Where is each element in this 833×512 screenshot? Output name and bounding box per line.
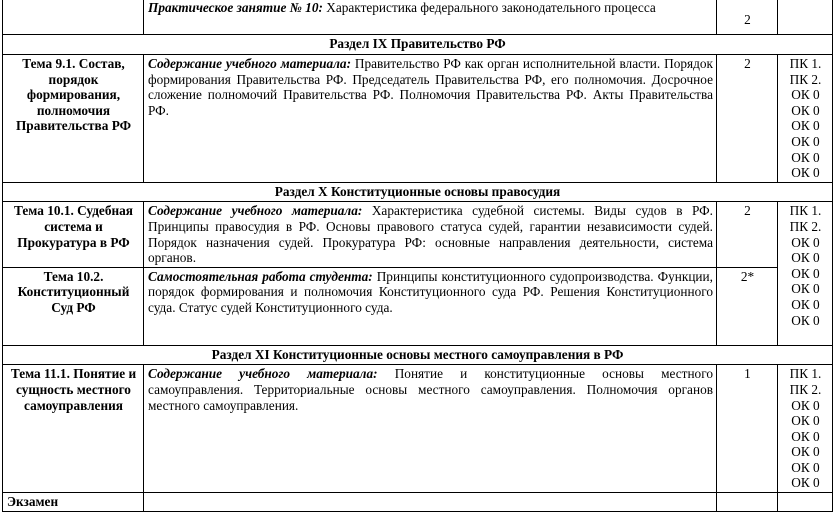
practical-10-content <box>144 0 717 35</box>
competency-code: ОК 0 <box>791 102 820 118</box>
content-text: Характеристика федерального законодательного процесса <box>322 0 656 15</box>
competency-code: ПК 1. <box>789 56 822 71</box>
exam-hours-empty <box>717 493 778 512</box>
competency-code: ОК 0 <box>791 133 820 149</box>
competency-code: ОК 0 <box>791 234 820 250</box>
competency-cell <box>778 55 833 183</box>
content-text: Принципы конституционного судопроизводства. Функции, порядок формирования и полномочия Конституционного суда РФ. Решения Конституционного суда. Статус судей Конституционного суда. <box>148 268 713 315</box>
topic-content <box>144 55 717 183</box>
competency-code: ПК 2. <box>789 381 822 397</box>
topic-cell-empty <box>3 0 144 35</box>
competency-code: ОК 0 <box>791 475 820 491</box>
content-label: Содержание учебного материала: <box>148 366 378 382</box>
topic-title: Тема 10.2. Конституционный Суд РФ <box>3 267 144 345</box>
competency-code: ОК 0 <box>791 118 820 134</box>
topic-title: Тема 10.1. Судебная система и Прокуратура в РФ <box>3 202 144 267</box>
competency-code: ПК 2. <box>789 71 822 87</box>
hours-cell: 1 <box>717 365 778 493</box>
competency-cell <box>778 202 833 345</box>
table-row <box>3 202 833 267</box>
competency-code: ОК 0 <box>791 413 820 429</box>
competency-code: ПК 2. <box>789 218 822 234</box>
competency-cell-empty <box>778 0 833 35</box>
section-title: Раздел IX Правительство РФ <box>3 35 833 55</box>
hours-cell: 2 <box>717 55 778 183</box>
table-row <box>3 55 833 183</box>
curriculum-table <box>2 0 833 512</box>
table-row <box>3 365 833 493</box>
competency-code: ОК 0 <box>791 397 820 413</box>
topic-title: Тема 11.1. Понятие и сущность местного самоуправления <box>3 365 144 493</box>
content-label: Содержание учебного материала: <box>148 203 363 219</box>
content-label: Практическое занятие № 10: <box>148 0 323 15</box>
table-row <box>3 267 833 345</box>
section-row <box>3 345 833 365</box>
competency-code: ОК 0 <box>791 444 820 460</box>
content-label: Содержание учебного материала: <box>148 56 352 71</box>
competency-code: ПК 1. <box>789 366 822 382</box>
exam-label: Экзамен <box>3 493 144 512</box>
competency-code: ОК 0 <box>791 149 820 165</box>
exam-content-empty <box>144 493 717 512</box>
topic-content <box>144 202 717 267</box>
exam-competency-empty <box>778 493 833 512</box>
table-row <box>3 493 833 512</box>
competency-code: ОК 0 <box>791 250 820 266</box>
content-text: Характеристика судебной системы. Виды судов в РФ. Принципы правосудия в РФ. Основы правового статуса судей, гарантии независимости судей. Порядок назначения судей. Прокуратура РФ: основные направления деятельности, система органов. <box>148 203 713 266</box>
competency-code: ОК 0 <box>791 165 820 181</box>
content-text: Понятие и конституционные основы местного самоуправления. Территориальные основы местного самоуправления. Полномочия органов местного самоуправления. <box>148 366 713 413</box>
section-title: Раздел Х Конституционные основы правосудия <box>3 182 833 202</box>
competency-code: ПК 1. <box>789 203 822 219</box>
topic-content <box>144 365 717 493</box>
hours-cell: 2 <box>717 202 778 267</box>
competency-cell <box>778 365 833 493</box>
topic-content <box>144 267 717 345</box>
section-row <box>3 35 833 55</box>
topic-title: Тема 9.1. Состав, порядок формирования, полномочия Правительства РФ <box>3 55 144 183</box>
competency-code: ОК 0 <box>791 428 820 444</box>
hours-cell: 2 <box>717 0 778 35</box>
competency-code: ОК 0 <box>791 312 820 328</box>
hours-cell: 2* <box>717 267 778 345</box>
content-text: Правительство РФ как орган исполнительной власти. Порядок формирования Правительства РФ. Председатель Правительства РФ, его полномочия. Досрочное сложение полномочий Правительства РФ. Полномочия Правительства РФ. Акты Правительства РФ. <box>148 56 713 118</box>
competency-code: ОК 0 <box>791 87 820 103</box>
competency-code: ОК 0 <box>791 296 820 312</box>
competency-code: ОК 0 <box>791 459 820 475</box>
section-title: Раздел XI Конституционные основы местного самоуправления в РФ <box>3 345 833 365</box>
section-row <box>3 182 833 202</box>
competency-code: ОК 0 <box>791 265 820 281</box>
competency-code: ОК 0 <box>791 281 820 297</box>
table-row <box>3 0 833 35</box>
content-label: Самостоятельная работа студента: <box>148 268 373 284</box>
